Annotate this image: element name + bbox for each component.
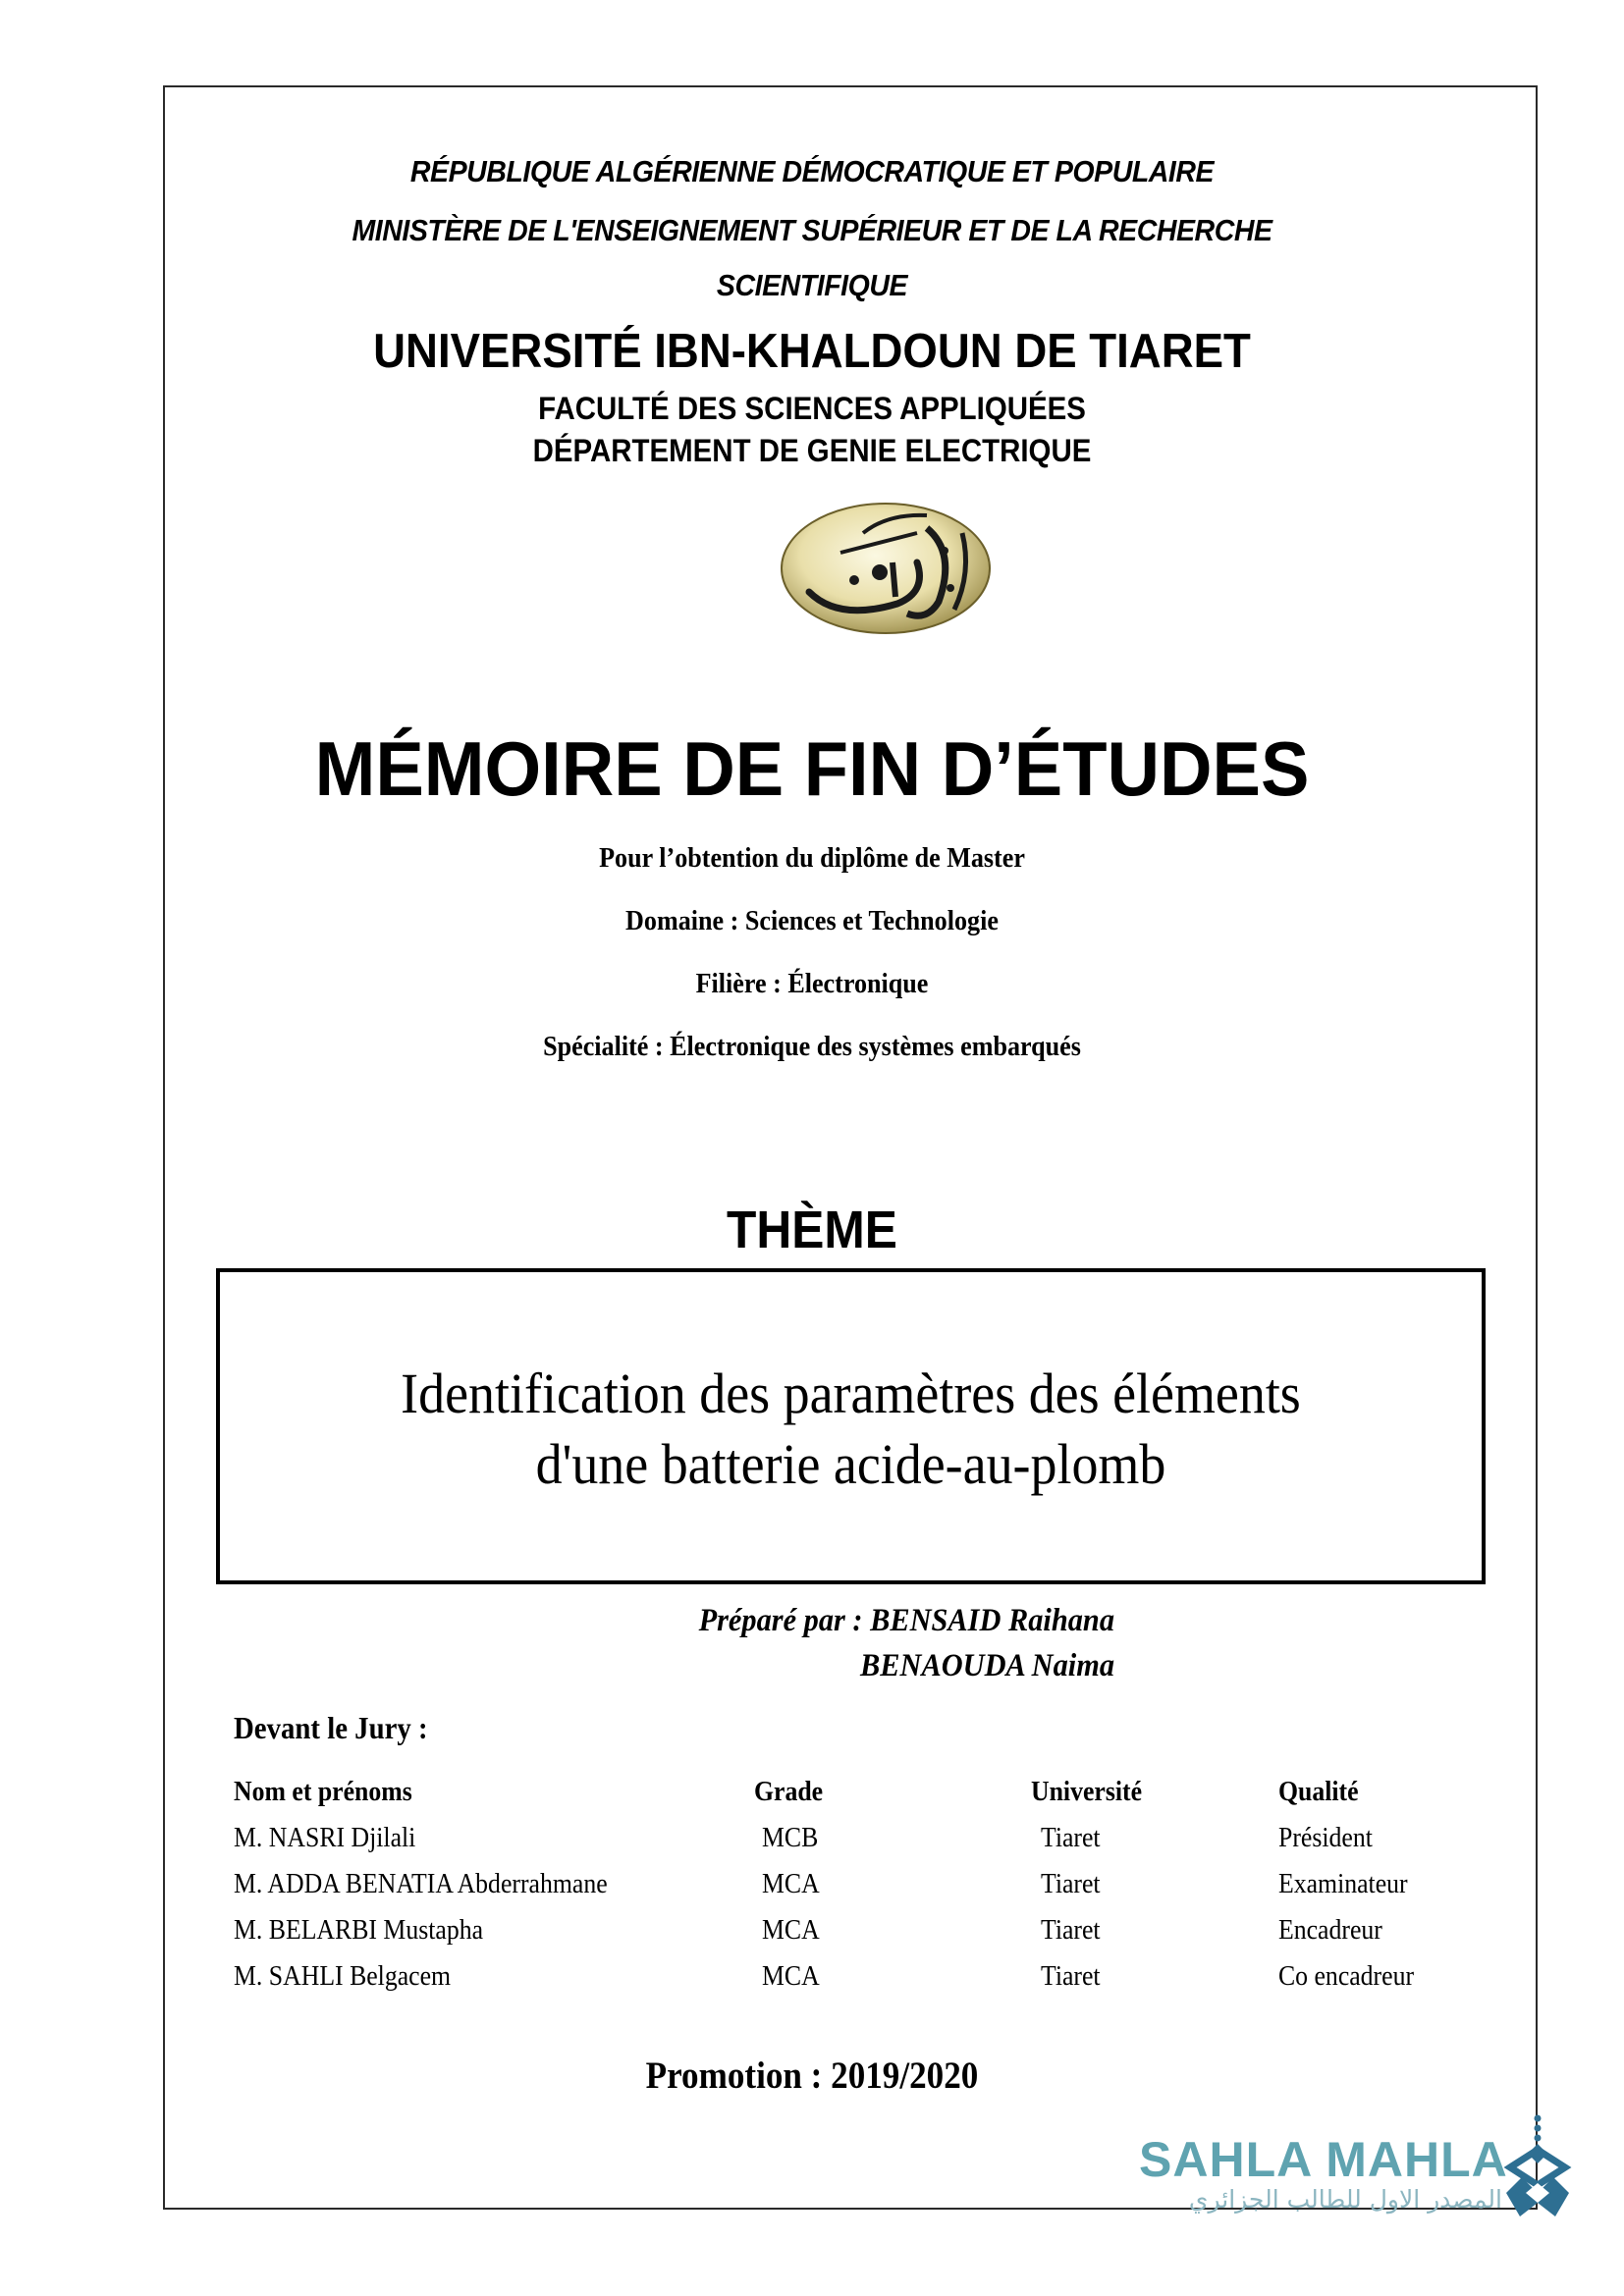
theme-title-line2: d'une batterie acide-au-plomb <box>535 1432 1166 1496</box>
table-row <box>234 1869 1471 1915</box>
cell-quality: Examinateur <box>1278 1869 1408 1899</box>
filiere-line: Filière : Électronique <box>695 968 929 999</box>
cell-quality: Président <box>1278 1823 1373 1853</box>
theme-title <box>264 1359 1437 1500</box>
ministry-heading-line2: SCIENTIFIQUE <box>716 268 908 302</box>
cell-university: Tiaret <box>1041 1823 1101 1853</box>
cell-name: M. SAHLI Belgacem <box>234 1961 452 1992</box>
cell-name: M. NASRI Djilali <box>234 1823 416 1853</box>
column-header-quality: Qualité <box>1278 1777 1359 1807</box>
university-seal-logo-icon <box>770 494 998 637</box>
watermark-brand: SAHLA MAHLA <box>1139 2132 1508 2187</box>
domain-line: Domaine : Sciences et Technologie <box>625 905 999 936</box>
cell-name: M. BELARBI Mustapha <box>234 1915 484 1946</box>
specialite-line: Spécialité : Électronique des systèmes embarqués <box>543 1031 1081 1062</box>
sahla-mahla-logo-icon <box>1502 2112 1573 2222</box>
theme-title-box <box>216 1268 1486 1584</box>
jury-title: Devant le Jury : <box>234 1710 428 1745</box>
document-type-title: MÉMOIRE DE FIN D’ÉTUDES <box>314 725 1310 812</box>
faculty-name: FACULTÉ DES SCIENCES APPLIQUÉES <box>538 391 1086 426</box>
ministry-heading-line1: MINISTÈRE DE L'ENSEIGNEMENT SUPÉRIEUR ET DE LA RECHERCHE <box>352 213 1272 247</box>
column-header-name: Nom et prénoms <box>234 1777 412 1807</box>
prepared-by-label: Préparé par : <box>698 1603 871 1638</box>
cell-grade: MCA <box>762 1915 820 1946</box>
authors-block <box>594 1598 1114 1688</box>
department-name: DÉPARTEMENT DE GENIE ELECTRIQUE <box>532 433 1092 468</box>
author-line-2 <box>635 1643 1114 1688</box>
cell-grade: MCA <box>762 1869 820 1899</box>
cell-university: Tiaret <box>1041 1915 1101 1946</box>
cell-grade: MCB <box>762 1823 819 1853</box>
theme-title-line1: Identification des paramètres des éléments <box>401 1362 1301 1425</box>
cell-university: Tiaret <box>1041 1869 1101 1899</box>
jury-table <box>234 1777 1471 2007</box>
author-name: BENSAID Raihana <box>870 1603 1114 1638</box>
cell-name: M. ADDA BENATIA Abderrahmane <box>234 1869 608 1899</box>
author-line-1 <box>635 1598 1114 1643</box>
cell-university: Tiaret <box>1041 1961 1101 1992</box>
diploma-line: Pour l’obtention du diplôme de Master <box>599 842 1025 874</box>
column-header-grade: Grade <box>754 1777 824 1807</box>
sahla-mahla-watermark[interactable] <box>1139 2132 1508 2214</box>
cell-grade: MCA <box>762 1961 820 1992</box>
cell-quality: Co encadreur <box>1278 1961 1415 1992</box>
theme-label: THÈME <box>727 1201 897 1259</box>
table-row <box>234 1915 1471 1961</box>
cell-quality: Encadreur <box>1278 1915 1382 1946</box>
republic-heading: RÉPUBLIQUE ALGÉRIENNE DÉMOCRATIQUE ET POPULAIRE <box>409 154 1215 188</box>
table-row <box>234 1823 1471 1869</box>
promotion-year: Promotion : 2019/2020 <box>645 2055 979 2097</box>
author-name: BENAOUDA Naima <box>860 1648 1114 1683</box>
column-header-university: Université <box>1031 1777 1143 1807</box>
university-name: UNIVERSITÉ IBN-KHALDOUN DE TIARET <box>373 325 1251 378</box>
table-row <box>234 1961 1471 2007</box>
watermark-tagline: المصدر الاول للطالب الجزائري <box>1188 2185 1502 2214</box>
jury-table-header <box>234 1777 1471 1823</box>
